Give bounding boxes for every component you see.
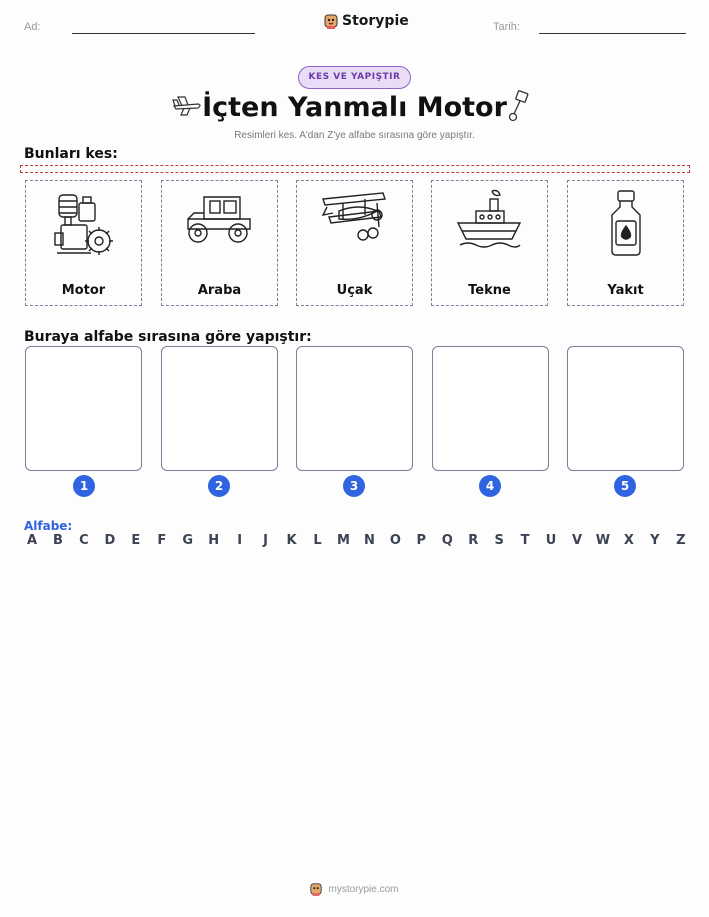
alphabet-label: Alfabe: bbox=[24, 519, 73, 533]
name-label: Ad: bbox=[24, 21, 41, 33]
storypie-mascot-icon bbox=[310, 882, 322, 896]
brand-name: Storypie bbox=[342, 13, 409, 29]
alphabet-letter: X bbox=[623, 533, 634, 548]
cut-card-motor[interactable] bbox=[25, 180, 142, 306]
paste-box-1[interactable] bbox=[25, 346, 142, 471]
brand-logo bbox=[324, 13, 409, 29]
cut-card-ucak[interactable] bbox=[296, 180, 413, 306]
paste-box-3[interactable] bbox=[296, 346, 413, 471]
number-badge-3: 3 bbox=[343, 475, 365, 497]
footer bbox=[0, 882, 709, 896]
alphabet-letter: W bbox=[595, 533, 611, 548]
alphabet-letter: H bbox=[208, 533, 220, 548]
fuel-bottle-icon bbox=[606, 189, 646, 259]
cut-heading: Bunları kes: bbox=[24, 146, 118, 162]
alphabet-letter: A bbox=[26, 533, 38, 548]
alphabet-letter: P bbox=[416, 533, 427, 548]
alphabet-letter: G bbox=[182, 533, 194, 548]
cut-card-yakit[interactable] bbox=[567, 180, 684, 306]
cut-card-label: Tekne bbox=[468, 283, 511, 298]
alphabet-letter: Y bbox=[650, 533, 660, 548]
activity-badge: KES VE YAPIŞTIR bbox=[298, 66, 411, 89]
airplane-icon bbox=[319, 189, 389, 249]
alphabet-row bbox=[24, 533, 689, 548]
alphabet-letter: Z bbox=[676, 533, 686, 548]
number-badge-2: 2 bbox=[208, 475, 230, 497]
cut-card-label: Uçak bbox=[336, 283, 373, 298]
cut-card-label: Motor bbox=[61, 283, 106, 298]
instructions: Resimleri kes. A'dan Z'ye alfabe sırasına göre yapıştır. bbox=[234, 130, 475, 141]
page-title: İçten Yanmalı Motor bbox=[202, 92, 507, 123]
storypie-mascot-icon bbox=[324, 13, 338, 29]
alphabet-letter: C bbox=[79, 533, 89, 548]
cut-card-araba[interactable] bbox=[161, 180, 278, 306]
number-badge-1: 1 bbox=[73, 475, 95, 497]
alphabet-letter: M bbox=[336, 533, 350, 548]
alphabet-letter: T bbox=[520, 533, 530, 548]
alphabet-letter: S bbox=[494, 533, 504, 548]
alphabet-letter: R bbox=[468, 533, 479, 548]
boat-icon bbox=[454, 187, 524, 253]
paste-box-2[interactable] bbox=[161, 346, 278, 471]
footer-url[interactable]: mystorypie.com bbox=[328, 883, 399, 895]
engine-icon bbox=[51, 189, 117, 269]
paste-box-4[interactable] bbox=[432, 346, 549, 471]
alphabet-letter: O bbox=[389, 533, 401, 548]
number-badge-4: 4 bbox=[479, 475, 501, 497]
alphabet-letter: V bbox=[571, 533, 583, 548]
alphabet-letter: I bbox=[237, 533, 243, 548]
alphabet-letter: F bbox=[157, 533, 167, 548]
alphabet-letter: U bbox=[545, 533, 557, 548]
cut-card-label: Yakıt bbox=[607, 283, 644, 298]
date-line[interactable] bbox=[539, 33, 686, 34]
alphabet-letter: K bbox=[286, 533, 297, 548]
alphabet-letter: E bbox=[131, 533, 141, 548]
cut-card-tekne[interactable] bbox=[431, 180, 548, 306]
alphabet-letter: N bbox=[363, 533, 375, 548]
cut-line bbox=[20, 165, 690, 173]
alphabet-letter: L bbox=[313, 533, 322, 548]
alphabet-letter: B bbox=[52, 533, 63, 548]
piston-decoration-icon bbox=[508, 90, 530, 122]
alphabet-letter: D bbox=[104, 533, 116, 548]
date-label: Tarih: bbox=[493, 21, 520, 33]
car-icon bbox=[184, 189, 254, 249]
name-line[interactable] bbox=[72, 33, 255, 34]
alphabet-letter: J bbox=[263, 533, 268, 548]
number-badge-5: 5 bbox=[614, 475, 636, 497]
paste-box-5[interactable] bbox=[567, 346, 684, 471]
alphabet-letter: Q bbox=[441, 533, 453, 548]
cut-card-label: Araba bbox=[197, 283, 242, 298]
paste-heading: Buraya alfabe sırasına göre yapıştır: bbox=[24, 329, 312, 345]
